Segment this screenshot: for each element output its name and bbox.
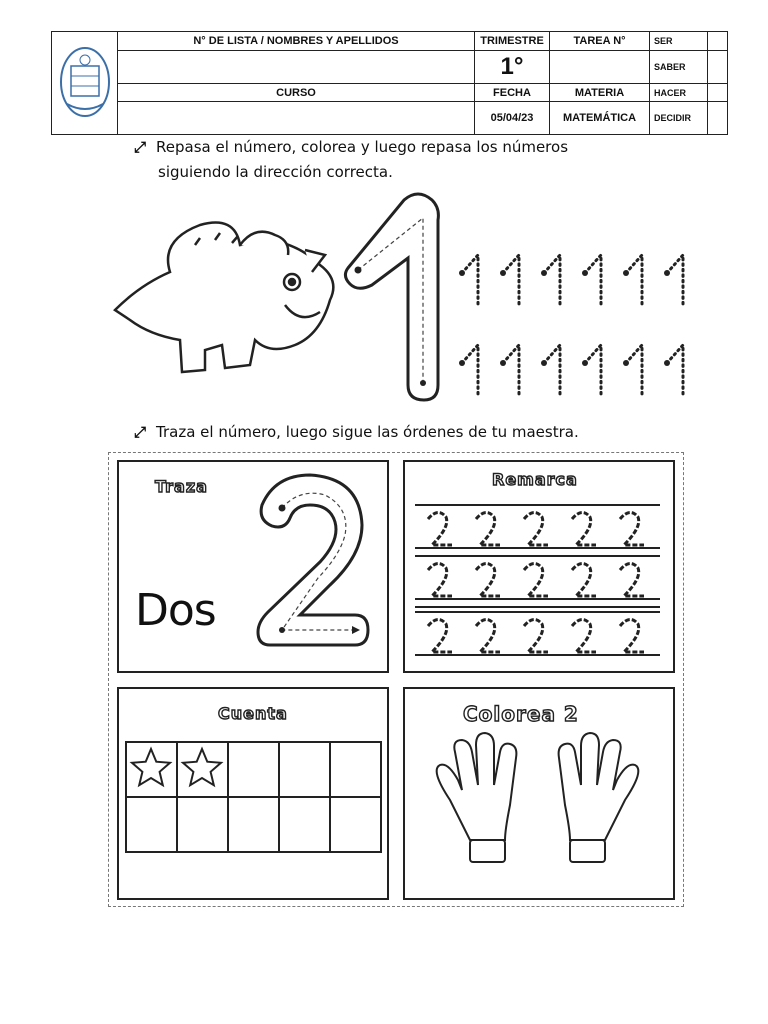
grid-cell[interactable] (228, 797, 279, 852)
trimestre-label: TRIMESTRE (475, 32, 550, 51)
materia-value: MATEMÁTICA (550, 102, 650, 135)
dotted-two (620, 512, 644, 545)
dotted-two (476, 512, 500, 545)
right-hand-illustration (559, 733, 639, 862)
diagonal-double-arrow-icon: ⤢ (134, 138, 147, 156)
dotted-two (524, 512, 548, 545)
grid-cell[interactable] (330, 797, 381, 852)
dotted-two (476, 619, 500, 652)
dotted-two (428, 619, 452, 652)
instruction-2-text: Traza el número, luego sigue las órdenes de tu maestra. (156, 423, 579, 441)
dotted-two (572, 563, 596, 596)
list-label: N° DE LISTA / NOMBRES Y APELLIDOS (118, 32, 475, 51)
left-hand-illustration (437, 733, 517, 862)
colorea-title: Colorea 2 (463, 702, 579, 726)
grid-cell[interactable] (330, 742, 381, 797)
grid-cell[interactable] (279, 797, 330, 852)
grid-cell[interactable] (126, 797, 177, 852)
grid-cell[interactable] (177, 797, 228, 852)
trimestre-value: 1° (475, 51, 550, 84)
instruction-1-line-2: siguiendo la dirección correcta. (158, 163, 393, 181)
saber-label: SABER (650, 51, 708, 84)
dotted-two (428, 563, 452, 596)
dotted-two (572, 512, 596, 545)
big-number-two-outline (258, 475, 368, 645)
materia-label: MATERIA (550, 84, 650, 102)
decidir-label: DECIDIR (650, 102, 708, 135)
dotted-two (428, 512, 452, 545)
grid-cell[interactable] (279, 742, 330, 797)
remarca-title: Remarca (492, 470, 578, 489)
instruction-1-line-1: Repasa el número, colorea y luego repasa los números (156, 138, 569, 156)
remarca-lines (415, 505, 660, 655)
cuenta-title: Cuenta (218, 704, 288, 723)
counting-grid (126, 742, 381, 852)
dotted-two (572, 619, 596, 652)
fecha-value: 05/04/23 (475, 102, 550, 135)
dotted-two (524, 619, 548, 652)
fecha-label: FECHA (475, 84, 550, 102)
grid-cell[interactable] (228, 742, 279, 797)
curso-label: CURSO (118, 84, 475, 102)
hacer-label: HACER (650, 84, 708, 102)
dotted-twos-grid (428, 512, 644, 652)
diagonal-double-arrow-icon: ⤢ (134, 423, 147, 441)
dotted-two (476, 563, 500, 596)
dotted-two (620, 619, 644, 652)
ser-label: SER (650, 32, 708, 51)
tarea-label: TAREA N° (550, 32, 650, 51)
dotted-two (524, 563, 548, 596)
dotted-two (620, 563, 644, 596)
dos-word: Dos (135, 585, 216, 636)
traza-title: Traza (155, 477, 208, 496)
